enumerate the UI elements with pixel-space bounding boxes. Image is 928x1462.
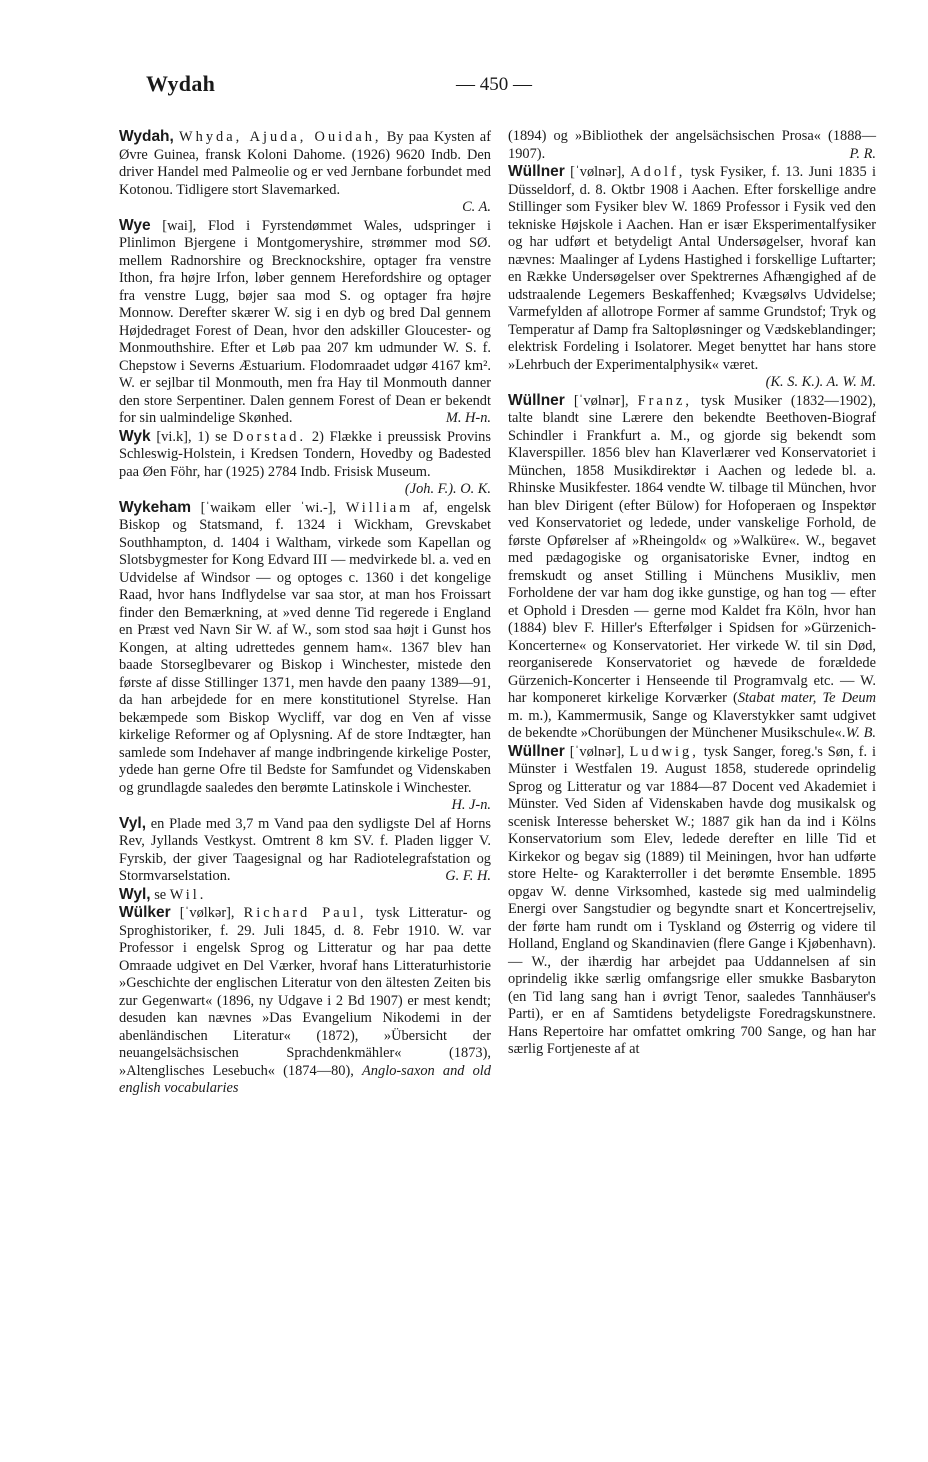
spaced-text: Wil. <box>169 886 207 903</box>
entry-text: [ˈwaikəm eller ˈwi.-], <box>191 499 346 516</box>
entry-text: [ˈvølnər], <box>564 392 638 409</box>
spaced-text: Franz, <box>637 392 692 409</box>
signature: (K. S. K.). A. W. M. <box>765 374 876 390</box>
entry-text: [ˈvølkər], <box>170 905 244 921</box>
entry-text: se <box>150 886 170 903</box>
headword: Wüllner <box>508 742 565 760</box>
headword: Vyl, <box>119 814 146 832</box>
entry-text: [ˈvølnər], <box>564 164 631 180</box>
signature: W. B. <box>845 725 876 741</box>
entry-text: [ˈvølnər], <box>564 743 630 760</box>
entry-text: tysk Fysiker, f. 13. Juni 1835 i Düsseldorf, d. 8. Oktbr 1908 i Aachen. Efter forskellige andre Stillinger som Fysiker blev W. 1869 Professor i Fysik ved den tekniske Højskole i Aachen. Han er især Eksperimentalfysiker og har udført et betydeligt Antal Undersøgelser, hvoraf kan nævnes: Maalinger af Lydens Hastighed i forskellige Luftarter; en Række Undersøgelser over Spektrernes Afhængighed af de udstraalende Legemers Beskaffenhed; Kvægsølvs Udvidelse; Varmefylden af allotrope Former af samme Grundstof; Tryk og Temperatur af Damp fra Saltopløsninger og Vædskeblandinger; elektrisk Fordeling i Isolatorer. Meget benyttet har hans store »Lehrbuch der Experimentalphysik« været. <box>508 164 876 373</box>
entry-wullner-ludwig <box>508 743 876 1059</box>
signature: M. H-n. <box>445 410 491 426</box>
headword: Wüllner <box>508 391 565 409</box>
spaced-text: William <box>345 499 414 516</box>
headword: Wülker <box>119 904 171 921</box>
signature: P. R. <box>849 145 876 162</box>
spaced-text: Dorstad. <box>232 428 307 445</box>
entry-wulker <box>119 904 491 1098</box>
spaced-text: Adolf, <box>630 164 686 180</box>
entry-text: en Plade med 3,7 m Vand paa den sydligste Del af Horns Rev, Jyllands Vestkyst. Omtrent 8 km SV. f. Pladen ligger V. Fyrskib, der giver Taagesignal og har Radiotelegrafstation og Stormvarselstation. <box>119 815 491 884</box>
entry-wullner-adolf <box>508 163 876 392</box>
entry-text: (1894) og »Bibliothek der angelsächsischen Prosa« (1888—1907). <box>508 128 876 162</box>
entry-text: 2) Flække i preussisk Provins Schleswig-Holstein, i Kredsen Tondern, Hovedby og Badested paa Øen Föhr, har (1925) 2784 Indb. Frisisk Museum. <box>119 428 491 480</box>
entry-wulker-continued <box>508 128 876 163</box>
entry-text: [wai], Flod i Fyrstendømmet Wales, udspringer i Plinlimon Bjergene i Montgomeryshire, strømmer mod SØ. mellem Radnorshire og Brecknockshire, optager fra venstre Ithon, fra højre Irfon, løber gennem Herefordshire og optager fra venstre Lugg, bøjer saa mod S. og optager fra højre Monnow. Derefter skærer W. sig i en dyb og bred Dal gennem Højdedraget Forest of Dean, hvor den adskiller Gloucester- og Monmouthshire. Efter et Løb paa 207 km udmunder W. S. f. Chepstow i Severns Æstuarium. Flodomraadet udgør 4167 km². W. er sejlbar til Monmouth, men fra Hay til Monmouth danner den store Serpentiner. Dalen gennem Forest of Dean er bekendt for sin ualmindelige Skønhed. <box>119 217 491 426</box>
signature: (Joh. F.). O. K. <box>404 481 491 497</box>
right-column <box>508 128 876 1059</box>
spaced-text: Richard Paul, <box>243 905 367 921</box>
entry-vyl <box>119 815 491 886</box>
headword: Wye <box>119 216 151 234</box>
entry-wykeham <box>119 499 491 815</box>
entry-text: tysk Musiker (1832—1902), talte blandt sine Lærere den bekendte Beethoven-Biograf Schindler i Frankfurt a. M., og gjorde sig bekendt som Klaverspiller. 1856 blev han Klaverlærer ved Konservatoriet i München, 1858 Musikdirektør i Aachen og ledede bl. a. Rhinske Musikfester. 1864 vendte W. tilbage til München, hvor han blev Dirigent (efter Bülow) for Hofoperaen og Inspektør ved Konservatoriet og ledede, under vanskelige Forhold, de første Opførelser af »Rheingold« og »Walküre«. W., begavet med pædagogiske og organisatoriske Evner, indtog en fremskudt og anset Stilling i Münchens Musikliv, men Forholdene der var ham dog ikke gunstige, og han tog — efter et Ophold i Dresden — gerne mod Kaldet fra Köln, hvor han (1884) blev F. Hiller's Efterfølger i Spidsen for »Gürzenich-Koncerterne« og Konservatoriet. Her virkede W. til sin Død, reorganiserede Konservatoriet og hævede de forældede Gürzenich-Koncerter i Henseende til Programvalg etc. — W. har komponeret kirkelige Korværker ( <box>508 392 876 706</box>
running-head: Wydah <box>146 71 216 96</box>
entry-text: By paa Kysten af Øvre Guinea, fransk Koloni Dahome. (1926) 9620 Indb. Den driver Handel med Palmeolie og er ved Jernbane forbundet med Kotonou. Tidligere stort Slavemarked. <box>119 129 491 198</box>
entry-text: m. m.), Kammermusik, Sange og Klaverstykker samt udgivet de bekendte »Chorübungen der Münchener Musikschule«. <box>508 707 876 741</box>
left-column <box>119 128 491 1098</box>
entry-wyl <box>119 886 491 905</box>
spaced-text: Whyda, Ajuda, Ouidah, <box>179 129 382 145</box>
headword: Wyk <box>119 427 151 445</box>
spaced-text: Ludwig, <box>629 743 699 760</box>
headword: Wydah, <box>119 128 174 145</box>
signature: G. F. H. <box>445 868 491 884</box>
entry-wydah <box>119 128 491 217</box>
entry-text: tysk Sanger, foreg.'s Søn, f. i Münster i Westfalen 19. August 1858, studerede oprindelig Sprog og Litteratur og var 1884—87 Docent ved Akademiet i Münster. Ved Siden af Videnskaben havde dog musikalsk og scenisk Interesse behersket W.; 1887 gik han da ind i Kölns Konservatorium som Elev, ledede derefter en lille Tid et Kirkekor og begav sig (1889) til Meiningen, hvor han udførte store Helte- og Karakterroller i det berømte Ensemble. 1895 opgav W. denne Virksomhed, kastede sig med ualmindelig Energi over Sangstudier og begyndte snart et Koncertrejseliv, der førte ham rundt om i Tyskland og Østerrig og videre til Holland, England og Skandinavien (flere Gange i Kjøbenhavn). — W., der ihærdig har arbejdet paa Uddannelsen af sin oprindelig ikke særlig omfangsrige eller smukke Basbaryton (en Tid lang sang han i øvrigt Tenor, saaledes Tannhäuser's Parti), er en af Samtidens betydeligste Foredragskunstnere. Hans Repertoire har omfattet omkring 700 Sange, og han har særlig Fortjeneste af at <box>508 743 876 1057</box>
entry-text: af, engelsk Biskop og Statsmand, f. 1324 i Wickham, Grevskabet Southhampton, d. 1404 i Waltham, virkede som Kapellan og Slotsbygmester for Kong Edvard III — medvirkede bl. a. ved en Udvidelse af Windsor — og optoges c. 1360 i det kongelige Raad, hvor hans Indflydelse var saa stor, at man hos Froissart finder den Bemærkning, at »ved denne Tid regerede i England en Præst ved Navn Sir W. af W., som stod saa højt i Gunst hos Kongen, at alting udrettedes gennem ham«. 1367 blev han baade Storseglbevarer og Biskop i Winchester, mistede den første af disse Stillinger 1371, men havde den paany 1389—91, da han arbejdede for en mere konstitutionel Styrelse. Han bekæmpede som Biskop Wycliff, var dog en Ven af visse kirkelige Reformer og af Oplysning. Af de store Indtægter, han samlede som Indehaver af mange indbringende kirkelige Poster, ydede han gerne Ofre til Bedste for Samfundet og Videnskaben og grundlagde saaledes den berømte Latinskole i Winchester. <box>119 499 491 796</box>
headword: Wyl, <box>119 885 151 903</box>
headword: Wykeham <box>119 498 192 516</box>
entry-wye <box>119 217 491 428</box>
entry-text: [vi.k], 1) se <box>150 428 233 445</box>
italic-title: Anglo-saxon and old english vocabularies <box>119 1062 491 1096</box>
signature: C. A. <box>462 199 491 215</box>
signature: H. J-n. <box>451 797 491 813</box>
entry-wyk <box>119 428 491 499</box>
italic-title: Stabat mater, Te Deum <box>737 690 876 706</box>
entry-text: tysk Litteratur- og Sproghistoriker, f. 29. Juli 1845, d. 8. Febr 1910. W. var Professor i engelsk Sprog og Litteratur og har paa dette Omraade udgivet en Del Værker, hvoraf hans Litteraturhistorie »Geschichte der englischen Literatur von den ältesten Zeiten bis zur Gegenwart« (1896, ny Udgave i 2 Bd 1907) er mest kendt; desuden kan nævnes »Das Evangelium Nikodemi in der abenländischen Literatur« (1872), »Übersicht der neuangelsächsischen Sprachdenkmähler« (1873), »Altenglisches Lesebuch« (1874—80), <box>119 905 492 1079</box>
entry-wullner-franz <box>508 392 876 743</box>
page-number: — 450 — <box>456 74 532 95</box>
headword: Wüllner <box>508 163 565 180</box>
